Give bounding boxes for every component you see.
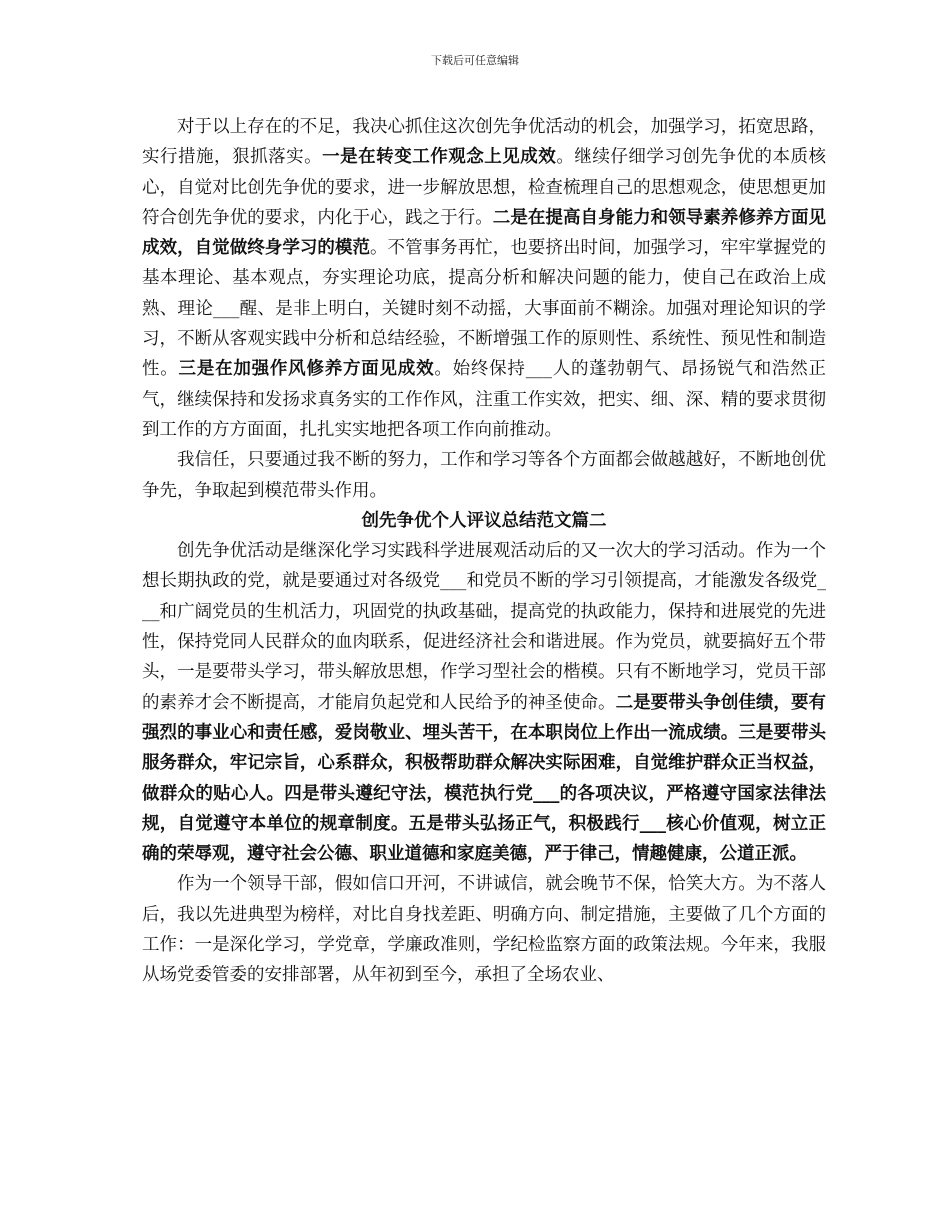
paragraph-1 <box>142 112 826 445</box>
paragraph-1-text-4: 。始终保持___人的蓬勃朝气、昂扬锐气和浩然正气，继续保持和发扬求真务实的工作作风，注重工作实效，把实、细、深、精的要求贯彻到工作的方方面面，扎扎实实地把各项工作向前推动。 <box>142 359 827 440</box>
paragraph-3 <box>142 536 826 869</box>
paragraph-3-text-1: 创先争优活动是继深化学习实践科学进展观活动后的又一次大的学习活动。作为一个想长期执政的党，就是要通过对各级党___和党员不断的学习引领提高，才能激发各级党___和广阔党员的生机活力，巩固党的执政基础，提高党的执政能力，保持和进展党的先进性，保持党同人民群众的血肉联系，促进经济社会和谐进展。作为党员，就要搞好五个带头，一是要带头学习，带头解放思想，作学习型社会的楷模。只有不断地学习，党员干部的素养才会不断提高，才能肩负起党和人民给予的神圣使命。 <box>142 541 826 713</box>
page-header-note: 下载后可任意编辑 <box>431 54 519 67</box>
document-body <box>142 112 826 991</box>
paragraph-2: 我信任，只要通过我不断的努力，工作和学习等各个方面都会做越越好，不断地创优争先，争取起到模范带头作用。 <box>142 450 826 501</box>
paragraph-1-text-2: 。继续仔细学习创先争优的本质核心，自觉对比创先争优的要求，进一步解放思想，检查梳理自己的思想观念，使思想更加符合创先争优的要求，内化于心，践之于行。 <box>142 147 827 228</box>
paragraph-1-bold-2: 二是在提高自身能力和领导素养修养方面见成效，自觉做终身学习的模范 <box>142 207 827 259</box>
paragraph-1-bold-1: 一是在转变工作观念上见成效 <box>322 147 557 168</box>
paragraph-1-bold-3: 三是在加强作风修养方面见成效 <box>178 359 435 380</box>
paragraph-4: 作为一个领导干部，假如信口开河，不讲诚信，就会晚节不保，恰笑大方。为不落人后，我以先进典型为榜样，对比自身找差距、明确方向、制定措施，主要做了几个方面的工作：一是深化学习，学党章，学廉政准则，学纪检监察方面的政策法规。今年来，我服从场党委管委的安排部署，从年初到至今，承担了全场农业、 <box>142 874 826 986</box>
section-heading: 创先争优个人评议总结范文篇二 <box>361 510 607 531</box>
paragraph-1-text-3: 。不管事务再忙，也要挤出时间，加强学习，牢牢掌握党的基本理论、基本观点，夯实理论功底，提高分析和解决问题的能力，使自己在政治上成熟、理论___醒、是非上明白，关键时刻不动摇，大事面前不糊涂。加强对理论知识的学习，不断从客观实践中分析和总结经验，不断增强工作的原则性、系统性、预见性和制造性。 <box>142 238 827 380</box>
paragraph-3-bold-1: 二是要带头争创佳绩，要有强烈的事业心和责任感，爱岗敬业、埋头苦干，在本职岗位上作出一流成绩。三是要带头服务群众，牢记宗旨，心系群众，积极帮助群众解决实际困难，自觉维护群众正当权益，做群众的贴心人。四是带头遵纪守法，模范执行党___的各项决议，严格遵守国家法律法规，自觉遵守本单位的规章制度。五是带头弘扬正气，积极践行___核心价值观，树立正确的荣辱观，遵守社会公德、职业道德和家庭美德，严于律己，情趣健康，公道正派。 <box>142 692 827 865</box>
paragraph-1-text-1: 对于以上存在的不足，我决心抓住这次创先争优活动的机会，加强学习，拓宽思路，实行措施，狠抓落实。 <box>142 117 826 168</box>
